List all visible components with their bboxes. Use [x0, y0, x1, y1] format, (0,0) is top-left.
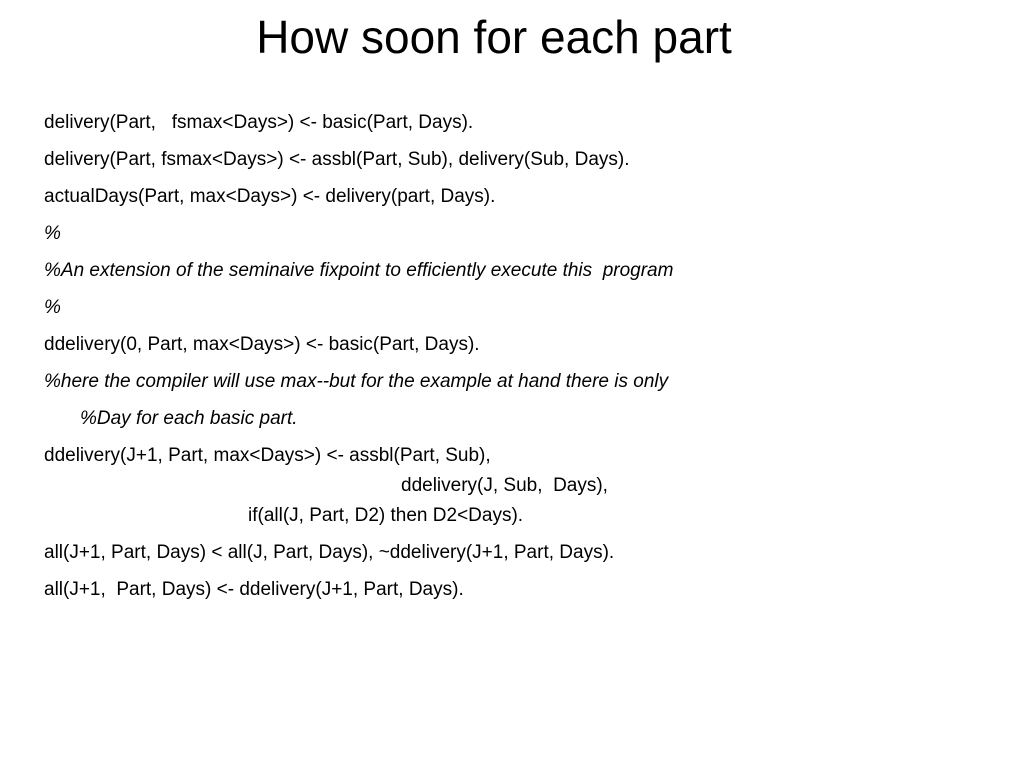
code-line-ddelivery-step-body: ddelivery(J, Sub, Days),: [401, 475, 608, 496]
code-block-ddelivery-step: [44, 443, 1004, 529]
comment-line-extension: %An extension of the seminaive fixpoint to efficiently execute this program: [44, 260, 674, 281]
comment-line: %: [44, 297, 61, 318]
code-line-all-less: all(J+1, Part, Days) < all(J, Part, Days), ~ddelivery(J+1, Part, Days).: [44, 542, 615, 563]
slide-title: How soon for each part: [256, 11, 732, 63]
code-line-delivery-basic: delivery(Part, fsmax<Days>) <- basic(Part, Days).: [44, 112, 474, 133]
code-line-all-derive: all(J+1, Part, Days) <- ddelivery(J+1, Part, Days).: [44, 579, 464, 600]
code-line-ddelivery-base: ddelivery(0, Part, max<Days>) <- basic(Part, Days).: [44, 334, 480, 355]
slide-body: [44, 110, 1004, 614]
code-line-actual-days: actualDays(Part, max<Days>) <- delivery(part, Days).: [44, 186, 496, 207]
comment-line-day: %Day for each basic part.: [80, 408, 298, 429]
code-line-ddelivery-step-condition: if(all(J, Part, D2) then D2<Days).: [248, 505, 524, 526]
comment-line: %: [44, 223, 61, 244]
comment-line-compiler: %here the compiler will use max--but for the example at hand there is only: [44, 371, 669, 392]
code-line-ddelivery-step-head: ddelivery(J+1, Part, max<Days>) <- assbl(Part, Sub),: [44, 445, 491, 466]
code-line-delivery-recursive: delivery(Part, fsmax<Days>) <- assbl(Part, Sub), delivery(Sub, Days).: [44, 149, 630, 170]
